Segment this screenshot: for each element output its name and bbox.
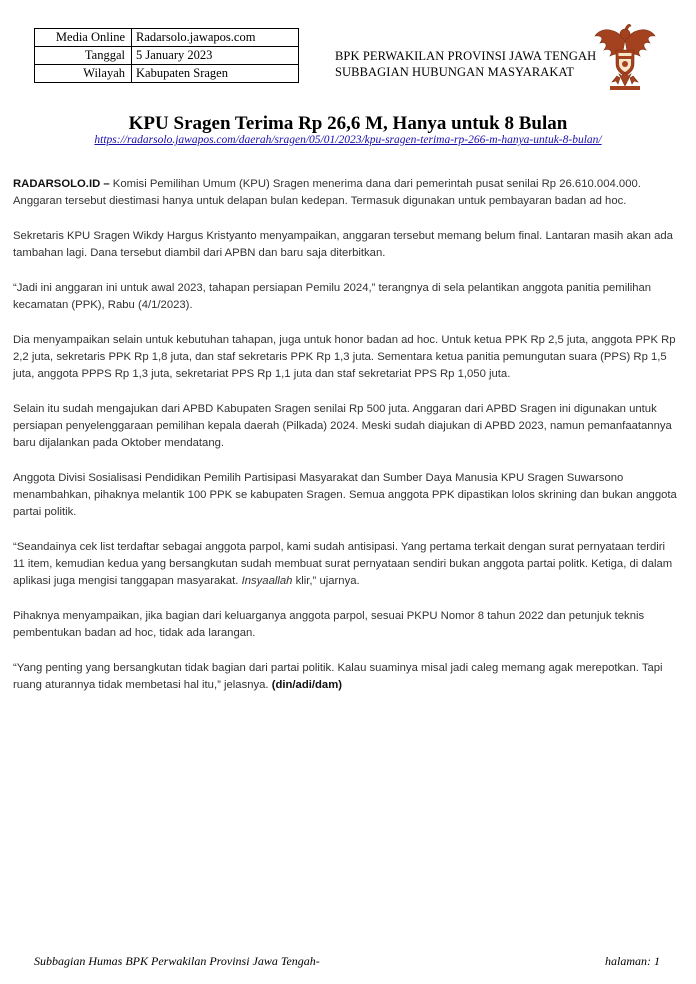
- paragraph-7: [13, 539, 678, 591]
- article-title: KPU Sragen Terima Rp 26,6 M, Hanya untuk 8 Bulan: [128, 113, 568, 134]
- org-header: [335, 48, 596, 80]
- paragraph-1: [13, 176, 678, 210]
- media-row: [35, 29, 299, 47]
- region-row: [35, 65, 299, 83]
- region-label: Wilayah: [35, 65, 132, 83]
- media-info-table: [34, 28, 299, 83]
- paragraph-7-text: “Seandainya cek list terdaftar sebagai anggota parpol, kami sudah antisipasi. Yang pertama terkait dengan surat pernyataan terdiri 11 item, kemudian kedua yang bersangkutan sudah membuat surat pernyataan sendiri bukan anggota partai politk. Ketiga, di dalam aplikasi juga mengisi tanggapan masyarakat.: [13, 541, 673, 588]
- paragraph-5: Selain itu sudah mengajukan dari APBD Kabupaten Sragen senilai Rp 500 juta. Anggaran dari APBD Sragen ini digunakan untuk persiapan penyelenggaraan pemilihan kepala daerah (Pilkada) 2024. Meski sudah diajukan di APBD 2023, namun pemanfaatannya baru dijalankan pada Oktober mendatang.: [13, 402, 672, 450]
- paragraph-4: Dia menyampaikan selain untuk kebutuhan tahapan, juga untuk honor badan ad hoc. Untuk ketua PPK Rp 2,5 juta, anggota PPK Rp 2,2 juta, sekretaris PPK Rp 1,8 juta, dan staf sekretaris PPK Rp 1,3 juta. Sementara ketua panitia pemungutan suara (PPS) Rp 1,5 juta, anggota PPPS Rp 1,3 juta, sekretariat PPS Rp 1,1 juta dan staf sekretariat PPS Rp 1,050 juta.: [13, 333, 676, 381]
- date-value: 5 January 2023: [132, 47, 299, 65]
- article-source-link[interactable]: https://radarsolo.jawapos.com/daerah/sragen/05/01/2023/kpu-sragen-terima-rp-266-m-hanya-untuk-8-bulan/: [94, 134, 602, 146]
- author-signoff: (din/adi/dam): [271, 679, 343, 692]
- paragraph-9-text: “Yang penting yang bersangkutan tidak bagian dari partai politik. Kalau suaminya misal jadi caleg memang agak merepotkan. Tapi ruang aturannya tidak membetasi hal itu,” jelasnya.: [13, 662, 663, 692]
- paragraph-1-text: Komisi Pemilihan Umum (KPU) Sragen menerima dana dari pemerintah pusat senilai Rp 26.610.004.000. Anggaran tersebut diestimasi hanya untuk delapan bulan kedepan. Termasuk digunakan untuk pembayaran badan ad hoc.: [13, 178, 641, 208]
- paragraph-9: [13, 660, 678, 694]
- paragraph-7-end: klir,” ujarnya.: [292, 575, 360, 588]
- dateline: RADARSOLO.ID –: [13, 178, 110, 190]
- media-label: Media Online: [35, 29, 132, 47]
- page-number: halaman: 1: [605, 954, 660, 968]
- garuda-emblem-icon: [592, 20, 658, 92]
- paragraph-3: “Jadi ini anggaran ini untuk awal 2023, tahapan persiapan Pemilu 2024,” terangnya di sela pelantikan anggota panitia pemilihan kecamatan (PPK), Rabu (4/1/2023).: [13, 281, 652, 312]
- paragraph-7-italic: Insyaallah: [241, 575, 293, 588]
- org-division: SUBBAGIAN HUBUNGAN MASYARAKAT: [335, 65, 575, 79]
- region-value: Kabupaten Sragen: [132, 65, 299, 83]
- org-name: BPK PERWAKILAN PROVINSI JAWA TENGAH: [335, 49, 597, 63]
- paragraph-2: Sekretaris KPU Sragen Wikdy Hargus Kristyanto menyampaikan, anggaran tersebut memang belum final. Lantaran masih akan ada tambahan lagi. Dana tersebut diambil dari APBN dan baru saja diterbitkan.: [13, 229, 673, 260]
- article-body: [13, 176, 678, 712]
- footer-label: Subbagian Humas BPK Perwakilan Provinsi Jawa Tengah-: [34, 954, 320, 968]
- paragraph-6: Anggota Divisi Sosialisasi Pendidikan Pemilih Partisipasi Masyarakat dan Sumber Daya Manusia KPU Sragen Suwarsono menambahkan, pihaknya melantik 100 PPK se kabupaten Sragen. Semua anggota PPK dipastikan lolos skrining dan bukan anggota partai politik.: [13, 471, 677, 519]
- media-value: Radarsolo.jawapos.com: [132, 29, 299, 47]
- date-row: [35, 47, 299, 65]
- paragraph-8: Pihaknya menyampaikan, jika bagian dari keluarganya anggota parpol, sesuai PKPU Nomor 8 tahun 2022 dan petunjuk teknis pembentukan badan ad hoc, tidak ada larangan.: [13, 610, 645, 640]
- date-label: Tanggal: [35, 47, 132, 65]
